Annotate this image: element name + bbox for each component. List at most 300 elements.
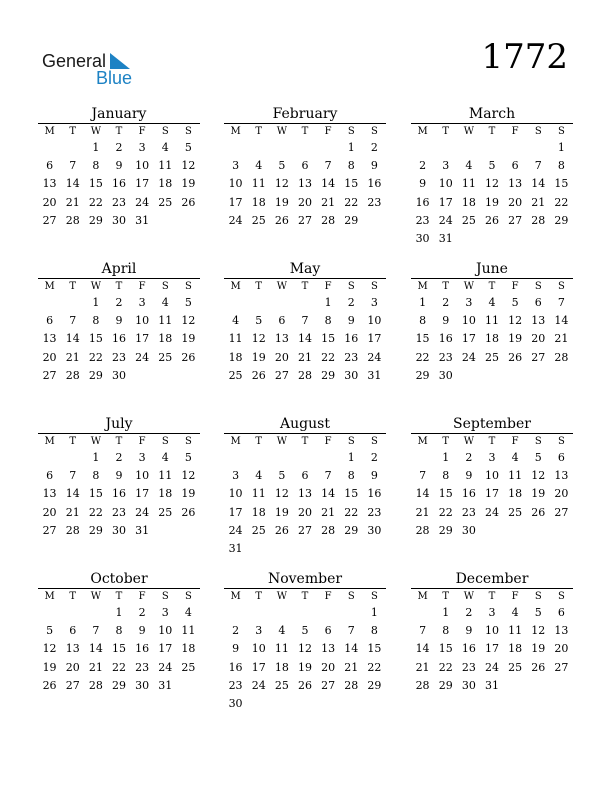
day-cell: 18 <box>158 177 173 191</box>
day-cell: 1 <box>115 606 123 619</box>
day-cell: 3 <box>488 451 496 464</box>
day-cell: 7 <box>419 469 427 483</box>
day-cell: 28 <box>65 213 80 227</box>
weekday-header: M <box>417 126 428 137</box>
weekday-header: S <box>534 591 542 602</box>
day-cell: 22 <box>344 195 359 209</box>
day-cell: 10 <box>438 177 453 191</box>
weekday-header: W <box>276 591 287 602</box>
day-cell: 29 <box>344 523 359 537</box>
day-cell: 12 <box>181 469 196 483</box>
weekday-header: S <box>557 281 565 292</box>
day-cell: 28 <box>321 523 336 537</box>
empty-cell <box>411 604 434 622</box>
day-cell: 16 <box>135 642 150 656</box>
weekday-header: T <box>488 591 496 602</box>
day-cell: 5 <box>301 624 309 638</box>
day-cell: 7 <box>534 159 542 173</box>
weekday-header: M <box>230 126 241 137</box>
day-cell: 16 <box>111 487 126 501</box>
weekday-header-row <box>224 279 386 294</box>
month-name: August <box>280 416 330 432</box>
day-cell: 12 <box>274 487 289 501</box>
day-cell: 2 <box>465 606 473 619</box>
day-cell: 21 <box>65 195 80 209</box>
weekday-header: T <box>488 126 496 137</box>
weekday-header: S <box>347 126 355 137</box>
day-cell: 4 <box>184 606 192 619</box>
day-cell: 5 <box>278 159 286 173</box>
weekday-header: S <box>347 436 355 447</box>
day-cell: 21 <box>415 660 430 674</box>
day-cell: 22 <box>554 195 569 209</box>
weekday-header: S <box>370 281 378 292</box>
weekday-header: M <box>44 126 55 137</box>
weekday-header: S <box>370 591 378 602</box>
day-cell: 12 <box>531 624 546 638</box>
day-cell: 17 <box>135 332 150 346</box>
day-cell: 6 <box>278 314 286 328</box>
day-cell: 14 <box>531 177 546 191</box>
day-cell: 21 <box>65 505 80 519</box>
day-grid <box>38 604 200 695</box>
weekday-header: T <box>69 591 77 602</box>
day-cell: 15 <box>88 487 103 501</box>
day-cell: 19 <box>297 660 312 674</box>
day-cell: 26 <box>531 660 546 674</box>
day-cell: 20 <box>42 505 57 519</box>
day-cell: 20 <box>297 505 312 519</box>
empty-cell <box>411 139 434 157</box>
day-cell: 10 <box>461 314 476 328</box>
day-cell: 2 <box>115 296 123 309</box>
day-cell: 29 <box>438 678 453 692</box>
weekday-header: S <box>557 126 565 137</box>
weekday-header: W <box>90 436 101 447</box>
empty-cell <box>247 139 270 157</box>
day-cell: 17 <box>135 487 150 501</box>
day-cell: 21 <box>344 660 359 674</box>
day-cell: 16 <box>461 642 476 656</box>
day-cell: 12 <box>181 159 196 173</box>
day-cell: 13 <box>42 332 57 346</box>
day-cell: 21 <box>531 195 546 209</box>
day-cell: 10 <box>251 642 266 656</box>
empty-cell <box>224 604 247 622</box>
day-cell: 5 <box>534 606 542 619</box>
weekday-header: M <box>44 281 55 292</box>
weekday-header: W <box>463 591 474 602</box>
weekday-header: S <box>161 591 169 602</box>
day-cell: 9 <box>232 642 240 656</box>
day-cell: 28 <box>344 678 359 692</box>
weekday-header: F <box>511 281 519 292</box>
day-cell: 23 <box>367 195 382 209</box>
day-cell: 25 <box>158 350 173 364</box>
day-cell: 23 <box>111 350 126 364</box>
empty-cell <box>270 604 293 622</box>
day-cell: 8 <box>347 469 355 483</box>
day-cell: 31 <box>135 213 150 227</box>
day-cell: 28 <box>531 213 546 227</box>
day-grid <box>411 449 573 540</box>
day-cell: 26 <box>484 213 499 227</box>
day-cell: 23 <box>228 678 243 692</box>
day-cell: 2 <box>442 296 450 309</box>
day-cell: 20 <box>42 195 57 209</box>
day-cell: 24 <box>461 350 476 364</box>
day-cell: 26 <box>531 505 546 519</box>
weekday-header: F <box>324 281 332 292</box>
day-cell: 22 <box>438 505 453 519</box>
day-cell: 29 <box>554 213 569 227</box>
day-cell: 17 <box>461 332 476 346</box>
weekday-header: S <box>534 126 542 137</box>
month-february <box>224 105 386 230</box>
day-cell: 3 <box>232 159 240 173</box>
day-cell: 20 <box>297 195 312 209</box>
month-name: October <box>90 571 148 587</box>
day-cell: 13 <box>65 642 80 656</box>
day-cell: 10 <box>135 314 150 328</box>
month-april <box>38 260 200 385</box>
weekday-header: W <box>463 436 474 447</box>
weekday-header: T <box>255 126 263 137</box>
weekday-header: T <box>301 591 309 602</box>
day-cell: 7 <box>419 624 427 638</box>
day-cell: 9 <box>465 469 473 483</box>
day-cell: 20 <box>65 660 80 674</box>
day-cell: 31 <box>438 231 453 245</box>
day-cell: 11 <box>158 159 173 173</box>
empty-cell <box>38 139 61 157</box>
day-cell: 28 <box>65 523 80 537</box>
day-cell: 22 <box>111 660 126 674</box>
weekday-header: S <box>184 591 192 602</box>
day-cell: 10 <box>135 469 150 483</box>
day-cell: 6 <box>46 314 54 328</box>
day-cell: 2 <box>347 296 355 309</box>
day-cell: 31 <box>484 678 499 692</box>
weekday-header: M <box>417 591 428 602</box>
day-cell: 11 <box>158 314 173 328</box>
day-cell: 14 <box>65 487 80 501</box>
day-cell: 11 <box>274 642 289 656</box>
empty-cell <box>38 604 61 622</box>
day-cell: 29 <box>88 523 103 537</box>
weekday-header: S <box>347 281 355 292</box>
day-cell: 14 <box>65 177 80 191</box>
day-cell: 18 <box>181 642 196 656</box>
day-cell: 12 <box>484 177 499 191</box>
day-cell: 3 <box>138 451 146 464</box>
day-cell: 30 <box>111 368 126 382</box>
day-cell: 28 <box>65 368 80 382</box>
day-cell: 30 <box>461 678 476 692</box>
day-cell: 23 <box>344 350 359 364</box>
day-cell: 20 <box>531 332 546 346</box>
empty-cell <box>38 449 61 467</box>
weekday-header: S <box>347 591 355 602</box>
day-cell: 19 <box>531 487 546 501</box>
month-name: June <box>476 261 508 277</box>
day-cell: 12 <box>181 314 196 328</box>
weekday-header: F <box>138 281 146 292</box>
day-cell: 7 <box>69 314 77 328</box>
empty-cell <box>247 449 270 467</box>
day-cell: 27 <box>297 213 312 227</box>
day-cell: 13 <box>274 332 289 346</box>
day-cell: 13 <box>297 177 312 191</box>
day-cell: 9 <box>347 314 355 328</box>
day-cell: 5 <box>46 624 54 638</box>
day-cell: 4 <box>511 451 519 464</box>
day-cell: 23 <box>415 213 430 227</box>
day-cell: 10 <box>484 624 499 638</box>
weekday-header: S <box>184 126 192 137</box>
day-grid <box>411 294 573 385</box>
month-name: May <box>289 261 321 277</box>
day-cell: 16 <box>461 487 476 501</box>
empty-cell <box>457 139 480 157</box>
day-cell: 7 <box>347 624 355 638</box>
month-name: April <box>101 261 137 277</box>
day-cell: 3 <box>138 141 146 154</box>
day-cell: 22 <box>415 350 430 364</box>
day-cell: 2 <box>370 451 378 464</box>
day-cell: 20 <box>554 642 569 656</box>
weekday-header: F <box>138 126 146 137</box>
day-cell: 19 <box>508 332 523 346</box>
day-cell: 26 <box>274 523 289 537</box>
weekday-header: S <box>557 591 565 602</box>
day-grid <box>38 449 200 540</box>
day-cell: 4 <box>278 624 286 638</box>
day-cell: 13 <box>42 177 57 191</box>
day-cell: 10 <box>484 469 499 483</box>
day-cell: 4 <box>488 296 496 309</box>
day-cell: 19 <box>484 195 499 209</box>
day-cell: 24 <box>135 350 150 364</box>
weekday-header: F <box>138 436 146 447</box>
day-cell: 26 <box>181 505 196 519</box>
day-cell: 23 <box>461 505 476 519</box>
weekday-header: F <box>324 591 332 602</box>
month-august <box>224 415 386 558</box>
day-cell: 1 <box>92 451 100 464</box>
day-cell: 26 <box>297 678 312 692</box>
weekday-header: T <box>301 281 309 292</box>
weekday-header: T <box>255 591 263 602</box>
day-cell: 1 <box>347 141 355 154</box>
day-cell: 14 <box>415 487 430 501</box>
day-cell: 28 <box>554 350 569 364</box>
day-cell: 2 <box>115 141 123 154</box>
day-cell: 19 <box>531 642 546 656</box>
day-cell: 29 <box>415 368 430 382</box>
weekday-header: W <box>276 281 287 292</box>
day-cell: 6 <box>69 624 77 638</box>
day-cell: 22 <box>88 505 103 519</box>
day-cell: 11 <box>484 314 499 328</box>
day-cell: 13 <box>554 469 569 483</box>
day-cell: 4 <box>255 469 263 483</box>
weekday-header-row <box>411 279 573 294</box>
day-cell: 4 <box>465 159 473 173</box>
day-cell: 12 <box>508 314 523 328</box>
day-cell: 1 <box>557 141 565 154</box>
day-cell: 8 <box>419 314 427 328</box>
day-cell: 27 <box>321 678 336 692</box>
day-cell: 11 <box>228 332 243 346</box>
day-cell: 17 <box>135 177 150 191</box>
weekday-header: S <box>161 281 169 292</box>
day-cell: 21 <box>415 505 430 519</box>
day-cell: 21 <box>297 350 312 364</box>
weekday-header: S <box>161 126 169 137</box>
day-cell: 17 <box>438 195 453 209</box>
day-cell: 25 <box>274 678 289 692</box>
day-cell: 5 <box>534 451 542 464</box>
day-cell: 8 <box>557 159 565 173</box>
weekday-header-row <box>224 589 386 604</box>
day-cell: 8 <box>347 159 355 173</box>
day-cell: 5 <box>184 451 192 464</box>
day-cell: 26 <box>181 195 196 209</box>
day-cell: 17 <box>484 642 499 656</box>
day-cell: 24 <box>438 213 453 227</box>
day-cell: 8 <box>115 624 123 638</box>
weekday-header: W <box>463 281 474 292</box>
day-cell: 4 <box>161 296 169 309</box>
day-cell: 31 <box>135 523 150 537</box>
weekday-header: T <box>442 126 450 137</box>
day-cell: 2 <box>138 606 146 619</box>
empty-cell <box>411 449 434 467</box>
month-july <box>38 415 200 540</box>
day-cell: 11 <box>251 487 266 501</box>
day-cell: 7 <box>92 624 100 638</box>
day-cell: 10 <box>367 314 382 328</box>
day-cell: 22 <box>88 350 103 364</box>
day-cell: 30 <box>111 523 126 537</box>
day-cell: 7 <box>69 159 77 173</box>
day-cell: 19 <box>251 350 266 364</box>
day-cell: 9 <box>419 177 427 191</box>
weekday-header-row <box>38 434 200 449</box>
weekday-header: M <box>44 591 55 602</box>
day-cell: 27 <box>554 505 569 519</box>
empty-cell <box>61 294 84 312</box>
weekday-header: F <box>138 591 146 602</box>
weekday-header: F <box>324 436 332 447</box>
day-cell: 6 <box>301 469 309 483</box>
day-cell: 23 <box>461 660 476 674</box>
day-cell: 30 <box>461 523 476 537</box>
day-cell: 30 <box>438 368 453 382</box>
day-cell: 12 <box>274 177 289 191</box>
day-cell: 25 <box>228 368 243 382</box>
weekday-header: F <box>324 126 332 137</box>
day-cell: 16 <box>367 177 382 191</box>
day-cell: 25 <box>461 213 476 227</box>
weekday-header-row <box>411 434 573 449</box>
day-cell: 17 <box>251 660 266 674</box>
weekday-header: F <box>511 436 519 447</box>
day-cell: 31 <box>228 541 243 555</box>
day-cell: 7 <box>324 469 332 483</box>
day-cell: 25 <box>484 350 499 364</box>
day-cell: 21 <box>554 332 569 346</box>
day-cell: 27 <box>42 213 57 227</box>
day-cell: 6 <box>301 159 309 173</box>
day-cell: 3 <box>442 159 450 173</box>
day-cell: 7 <box>324 159 332 173</box>
day-cell: 1 <box>92 141 100 154</box>
month-december <box>411 570 573 695</box>
day-cell: 14 <box>415 642 430 656</box>
day-cell: 28 <box>297 368 312 382</box>
day-cell: 9 <box>138 624 146 638</box>
day-cell: 17 <box>484 487 499 501</box>
day-cell: 30 <box>344 368 359 382</box>
day-cell: 9 <box>115 469 123 483</box>
empty-cell <box>340 604 363 622</box>
day-cell: 18 <box>251 505 266 519</box>
day-cell: 4 <box>255 159 263 173</box>
month-november <box>224 570 386 713</box>
weekday-header: M <box>417 281 428 292</box>
day-cell: 24 <box>251 678 266 692</box>
day-cell: 14 <box>88 642 103 656</box>
day-cell: 29 <box>111 678 126 692</box>
day-cell: 22 <box>367 660 382 674</box>
day-cell: 13 <box>531 314 546 328</box>
weekday-header: S <box>370 436 378 447</box>
day-cell: 18 <box>508 487 523 501</box>
day-cell: 30 <box>415 231 430 245</box>
day-cell: 30 <box>367 523 382 537</box>
day-cell: 1 <box>442 606 450 619</box>
day-cell: 20 <box>508 195 523 209</box>
day-cell: 15 <box>438 642 453 656</box>
day-cell: 5 <box>255 314 263 328</box>
weekday-header: S <box>184 281 192 292</box>
day-grid <box>224 604 386 713</box>
day-cell: 18 <box>158 332 173 346</box>
weekday-header: S <box>370 126 378 137</box>
month-may <box>224 260 386 385</box>
day-cell: 18 <box>461 195 476 209</box>
day-cell: 28 <box>415 523 430 537</box>
day-cell: 15 <box>111 642 126 656</box>
empty-cell <box>293 604 316 622</box>
day-cell: 6 <box>557 451 565 464</box>
weekday-header-row <box>224 124 386 139</box>
weekday-header: T <box>115 591 123 602</box>
day-cell: 19 <box>42 660 57 674</box>
day-cell: 12 <box>251 332 266 346</box>
weekday-header: T <box>69 436 77 447</box>
day-cell: 5 <box>278 469 286 483</box>
day-cell: 10 <box>135 159 150 173</box>
day-cell: 16 <box>111 332 126 346</box>
day-cell: 9 <box>465 624 473 638</box>
day-grid <box>224 294 386 385</box>
day-cell: 8 <box>92 469 100 483</box>
day-cell: 28 <box>88 678 103 692</box>
day-cell: 4 <box>511 606 519 619</box>
